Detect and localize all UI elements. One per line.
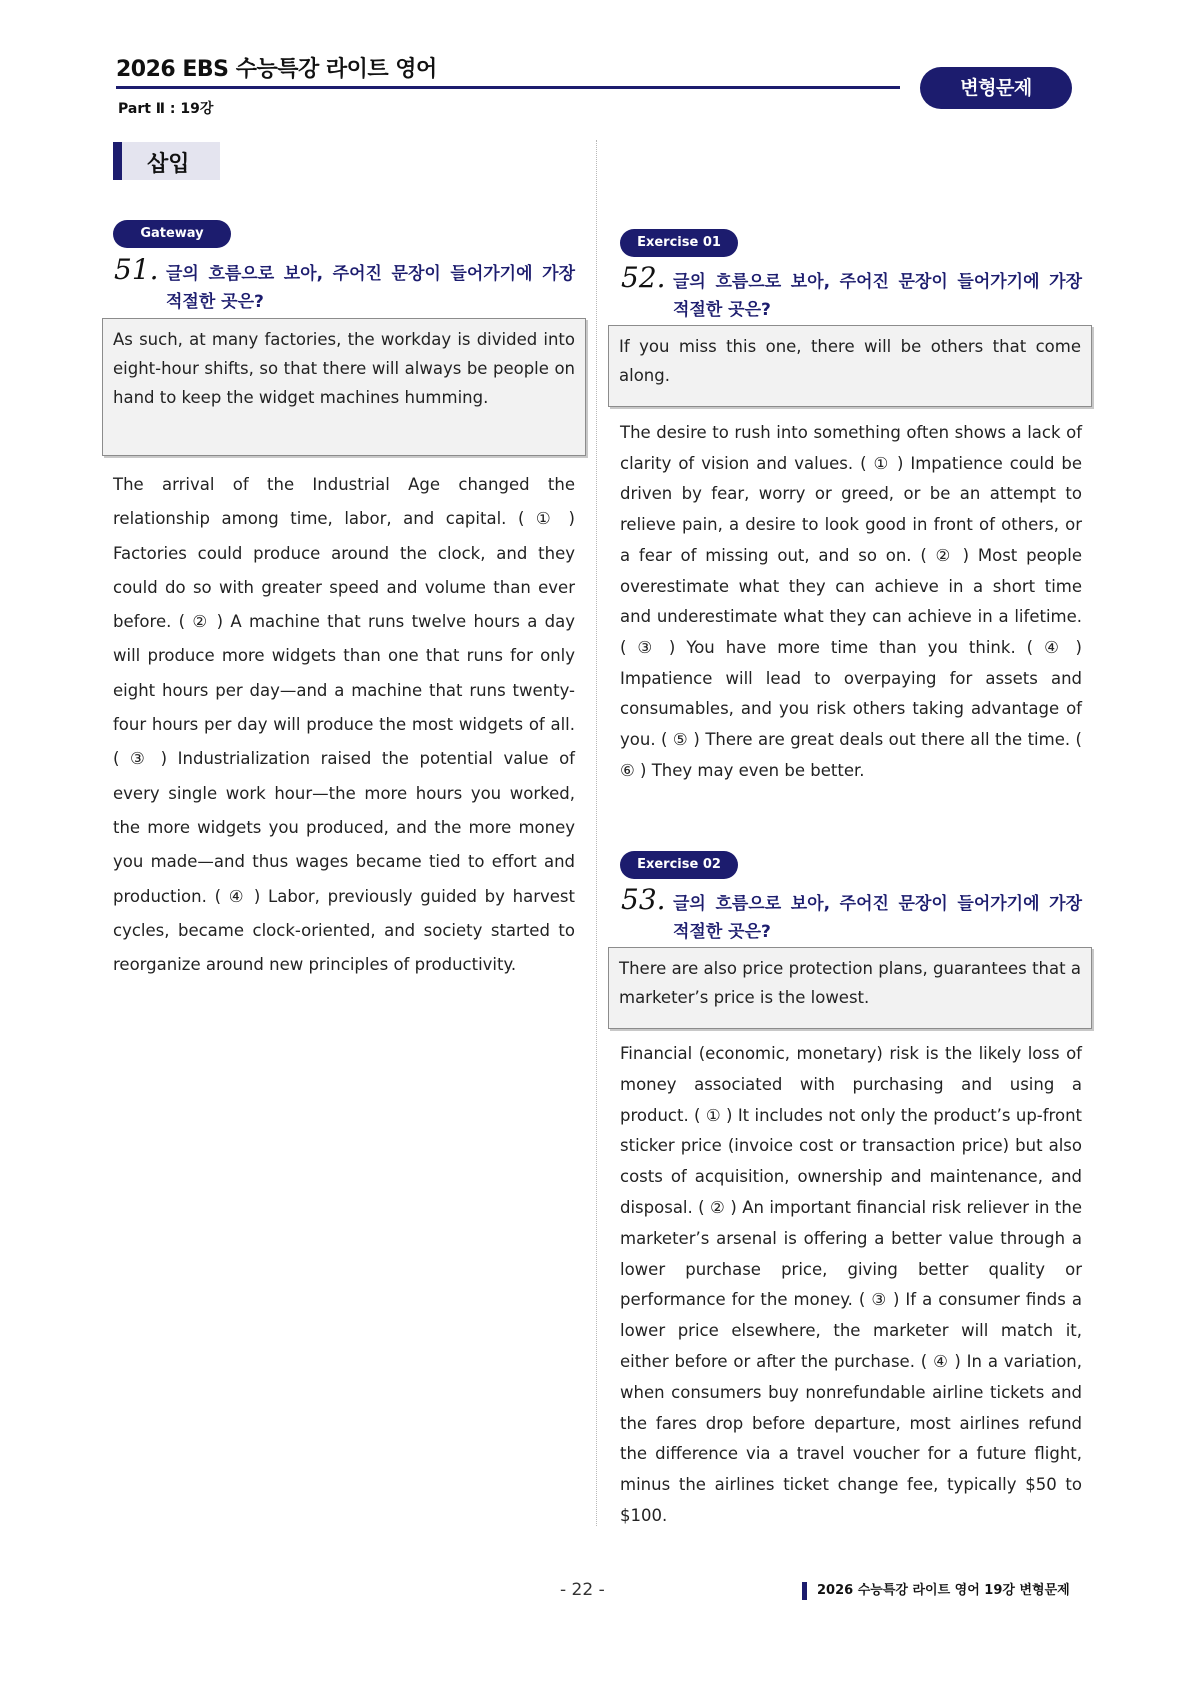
given-sentence: If you miss this one, there will be others that come along.	[619, 337, 1081, 385]
document-title: 2026 EBS 수능특강 라이트 영어	[116, 57, 437, 82]
question-number: 52.	[621, 261, 666, 294]
exercise-01-tag: Exercise 01	[620, 229, 738, 257]
question-prompt-cont: 적절한 곳은?	[166, 292, 264, 312]
question-prompt: 글의 흐름으로 보아, 주어진 문장이 들어가기에 가장	[673, 272, 1082, 292]
section-heading-label: 삽입	[147, 152, 190, 177]
given-sentence: There are also price protection plans, guarantees that a marketer’s price is the lowest.	[619, 959, 1081, 1007]
document-subtitle: Part Ⅱ : 19강	[118, 101, 214, 117]
exercise-02-tag: Exercise 02	[620, 851, 738, 879]
passage-text: Financial (economic, monetary) risk is the likely loss of money associated with purchasing and using a product. ( ① ) It includes not only the product’s up-front sticker price (invoice cost or transaction price) but also costs of acquisition, ownership and maintenance, and disposal. ( ② ) An important financial risk reliever in the marketer’s arsenal is offering a better value through a lower purchase price, giving better quality or performance for the money. ( ③ ) If a consumer finds a lower price elsewhere, the marketer will match it, either before or after the purchase. ( ④ ) In a variation, when consumers buy nonrefundable airline tickets and the fares drop before departure, most airlines refund the difference via a travel voucher for a future flight, minus the airlines ticket change fee, typically $50 to $100.	[620, 1044, 1082, 1525]
question-prompt-cont: 적절한 곳은?	[673, 922, 771, 942]
question-number: 51.	[114, 253, 159, 286]
footer-label: 2026 수능특강 라이트 영어 19강 변형문제	[802, 1582, 1070, 1600]
column-divider	[596, 140, 597, 1526]
given-sentence-box	[102, 318, 586, 456]
question-prompt: 글의 흐름으로 보아, 주어진 문장이 들어가기에 가장	[673, 894, 1082, 914]
passage-text: The arrival of the Industrial Age changed the relationship among time, labor, and capital. ( ① ) Factories could produce around the clock, and they could do so with greater speed and volume than ever before. ( ② ) A machine that runs twelve hours a day will produce more widgets than one that runs for only eight hours per day—and a machine that runs twenty-four hours per day will produce the most widgets of all. ( ③ ) Industrialization raised the potential value of every single work hour—the more hours you worked, the more widgets you produced, and the more money you made—and thus wages became tied to effort and production. ( ④ ) Labor, previously guided by harvest cycles, became clock-oriented, and society started to reorganize around new principles of productivity.	[113, 475, 575, 975]
passage-text: The desire to rush into something often shows a lack of clarity of vision and values. ( ① ) Impatience could be driven by fear, worry or greed, or be an attempt to relieve pain, a desire to look good in front of others, or a fear of missing out, and so on. ( ② ) Most people overestimate what they can achieve in a short time and underestimate what they can achieve in a lifetime. ( ③ ) You have more time than you think. ( ④ ) Impatience will lead to overpaying for assets and consumables, and you risk others taking advantage of you. ( ⑤ ) There are great deals out there all the time. ( ⑥ ) They may even be better.	[620, 423, 1082, 780]
variant-badge: 변형문제	[920, 67, 1072, 109]
header-rule	[116, 86, 900, 89]
section-heading	[113, 142, 220, 180]
question-number: 53.	[621, 883, 666, 916]
question-prompt: 글의 흐름으로 보아, 주어진 문장이 들어가기에 가장	[166, 264, 575, 284]
given-sentence-box	[608, 947, 1092, 1029]
page-number: - 22 -	[560, 1580, 605, 1600]
given-sentence: As such, at many factories, the workday is divided into eight-hour shifts, so that there will always be people on hand to keep the widget machines humming.	[113, 330, 575, 407]
question-prompt-cont: 적절한 곳은?	[673, 300, 771, 320]
gateway-tag: Gateway	[113, 220, 231, 248]
given-sentence-box	[608, 325, 1092, 407]
section-heading-bar	[113, 142, 122, 180]
